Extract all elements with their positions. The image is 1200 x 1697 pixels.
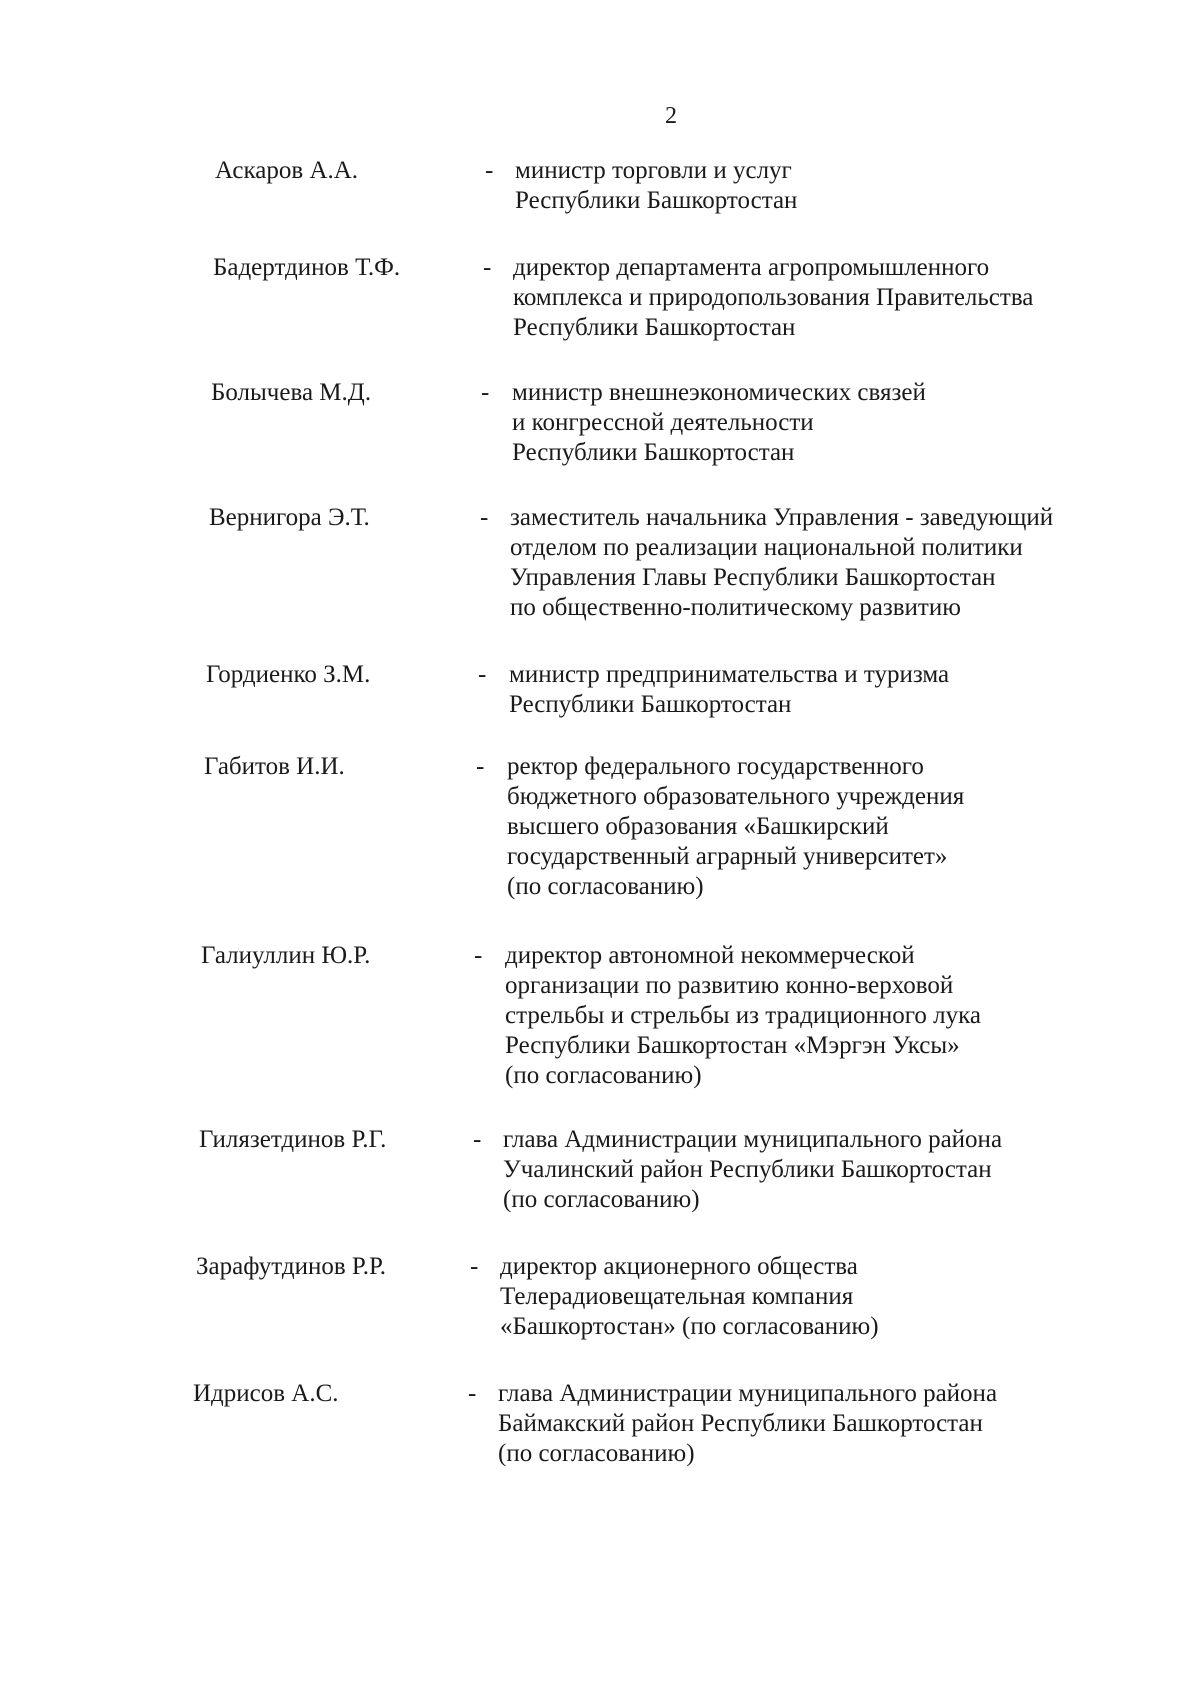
position-line: директор автономной некоммерческой (505, 942, 915, 969)
position-line: (по согласованию) (507, 873, 704, 900)
position-line: (по согласованию) (503, 1186, 700, 1213)
person-name: Бадертдинов Т.Ф. (213, 254, 401, 281)
separator-dash: - (473, 1126, 482, 1153)
position-line: Республики Башкортостан (509, 691, 792, 718)
position-line: по общественно-политическому развитию (510, 594, 961, 621)
page-number: 2 (665, 103, 677, 129)
position-line: стрельбы и стрельбы из традиционного лука (505, 1002, 981, 1029)
person-name: Гилязетдинов Р.Г. (199, 1126, 387, 1153)
position-line: министр предпринимательства и туризма (509, 661, 950, 688)
position-line: «Башкортостан» (по согласованию) (500, 1313, 879, 1340)
person-name: Идрисов А.С. (193, 1380, 339, 1407)
position-description (505, 941, 981, 1091)
position-description (510, 503, 1053, 623)
position-description (515, 156, 797, 216)
person-name: Галиуллин Ю.Р. (201, 942, 371, 969)
position-description (503, 1125, 1002, 1215)
position-line: глава Администрации муниципального района (503, 1126, 1003, 1153)
position-line: бюджетного образовательного учреждения (507, 783, 965, 810)
position-line: Управления Главы Республики Башкортостан (510, 564, 996, 591)
person-name: Гордиенко З.М. (206, 661, 371, 688)
separator-dash: - (476, 753, 485, 780)
position-line: отделом по реализации национальной политики (510, 534, 1023, 561)
position-line: высшего образования «Башкирский (507, 813, 889, 840)
position-description (500, 1252, 879, 1342)
position-line: Республики Башкортостан «Мэргэн Уксы» (505, 1032, 960, 1059)
position-line: заместитель начальника Управления - заведующий (510, 504, 1054, 531)
person-name: Зарафутдинов Р.Р. (196, 1253, 386, 1280)
position-line: Телерадиовещательная компания (500, 1283, 854, 1310)
position-line: организации по развитию конно-верховой (505, 972, 954, 999)
position-line: и конгрессной деятельности (512, 409, 814, 436)
position-line: министр торговли и услуг (515, 157, 792, 184)
separator-dash: - (483, 254, 492, 281)
position-line: министр внешнеэкономических связей (512, 379, 926, 406)
position-line: Баймакский район Республики Башкортостан (498, 1410, 983, 1437)
position-line: Республики Башкортостан (515, 187, 798, 214)
position-line: комплекса и природопользования Правительства (513, 284, 1034, 311)
position-line: директор департамента агропромышленного (513, 254, 990, 281)
position-description (498, 1379, 997, 1469)
person-name: Аскаров А.А. (215, 157, 359, 184)
position-line: (по согласованию) (498, 1440, 695, 1467)
separator-dash: - (468, 1380, 477, 1407)
position-line: (по согласованию) (505, 1062, 702, 1089)
separator-dash: - (470, 1253, 479, 1280)
position-line: глава Администрации муниципального района (498, 1380, 998, 1407)
separator-dash: - (485, 157, 494, 184)
separator-dash: - (480, 504, 489, 531)
position-line: Учалинский район Республики Башкортостан (503, 1156, 992, 1183)
person-name: Вернигора Э.Т. (209, 504, 370, 531)
position-line: ректор федерального государственного (507, 753, 924, 780)
position-line: Республики Башкортостан (512, 439, 795, 466)
person-name: Болычева М.Д. (211, 379, 372, 406)
separator-dash: - (474, 942, 483, 969)
separator-dash: - (481, 379, 490, 406)
position-description (509, 660, 949, 720)
position-line: директор акционерного общества (500, 1253, 858, 1280)
position-line: государственный аграрный университет» (507, 843, 948, 870)
position-description (507, 752, 964, 902)
position-description (512, 378, 926, 468)
position-description (513, 253, 1033, 343)
person-name: Габитов И.И. (204, 753, 345, 780)
position-line: Республики Башкортостан (513, 314, 796, 341)
separator-dash: - (478, 661, 487, 688)
